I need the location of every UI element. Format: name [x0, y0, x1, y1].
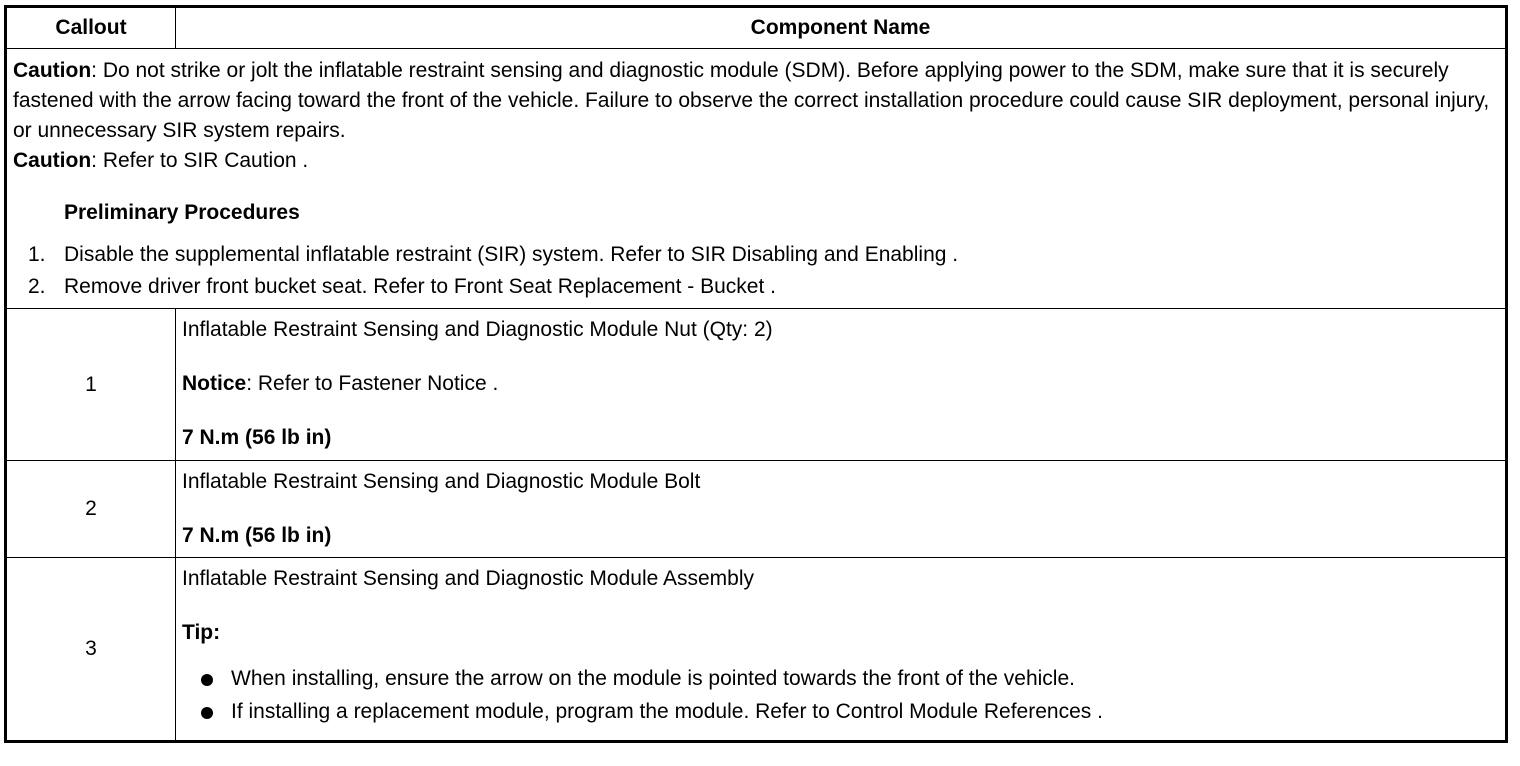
component-table: [4, 5, 1508, 743]
bullet-icon: [201, 707, 213, 719]
component-cell: [176, 309, 1507, 461]
notice: [182, 369, 1499, 399]
callout-cell: 2: [6, 461, 176, 558]
caution-1: [13, 56, 1499, 146]
tip-text: When installing, ensure the arrow on the module is pointed towards the front of the vehicle.: [231, 667, 1075, 690]
notice-label: Notice: [182, 372, 247, 395]
preface-cell: [6, 49, 1507, 309]
component-name: Inflatable Restraint Sensing and Diagnostic Module Nut (Qty: 2): [182, 318, 773, 341]
callout-header: Callout: [6, 7, 176, 49]
list-item: [13, 240, 1499, 272]
list-item: [182, 664, 1499, 697]
component-name: Inflatable Restraint Sensing and Diagnostic Module Bolt: [182, 470, 701, 493]
torque-spec: 7 N.m (56 lb in): [182, 524, 332, 547]
tip-list: [182, 664, 1499, 730]
tip-text: If installing a replacement module, program the module. Refer to Control Module References .: [231, 700, 1103, 723]
preliminary-steps: [13, 240, 1499, 304]
callout-cell: 1: [6, 309, 176, 461]
step-number: 1.: [28, 243, 46, 266]
preliminary-procedures-title: Preliminary Procedures: [64, 201, 300, 224]
preface-row: [6, 49, 1507, 309]
caution-label: Caution: [13, 59, 92, 82]
step-text: Disable the supplemental inflatable restraint (SIR) system. Refer to SIR Disabling and Enabling .: [64, 243, 959, 266]
torque-spec: 7 N.m (56 lb in): [182, 426, 332, 449]
step-text: Remove driver front bucket seat. Refer to Front Seat Replacement - Bucket .: [64, 275, 776, 298]
header-row: [6, 7, 1507, 49]
component-cell: [176, 461, 1507, 558]
component-name: Inflatable Restraint Sensing and Diagnostic Module Assembly: [182, 567, 754, 590]
component-cell: [176, 558, 1507, 742]
tip-label: Tip:: [182, 621, 221, 644]
table-row: [6, 558, 1507, 742]
list-item: [182, 697, 1499, 730]
caution-2: [13, 146, 1499, 176]
caution-label: Caution: [13, 149, 92, 172]
caution-text: : Do not strike or jolt the inflatable restraint sensing and diagnostic module (SDM). Before applying power to the SDM, make sure that it is securely fastened with the arrow facing toward the front of the vehicle. Failure to observe the correct installation procedure could cause SIR deployment, personal injury, or unnecessary SIR system repairs.: [13, 59, 1490, 142]
bullet-icon: [201, 674, 213, 686]
step-number: 2.: [28, 275, 46, 298]
caution-text: : Refer to SIR Caution .: [91, 149, 309, 172]
table-row: [6, 461, 1507, 558]
notice-text: : Refer to Fastener Notice .: [246, 372, 499, 395]
list-item: [13, 272, 1499, 304]
table-row: [6, 309, 1507, 461]
component-name-header: Component Name: [176, 7, 1507, 49]
callout-cell: 3: [6, 558, 176, 742]
